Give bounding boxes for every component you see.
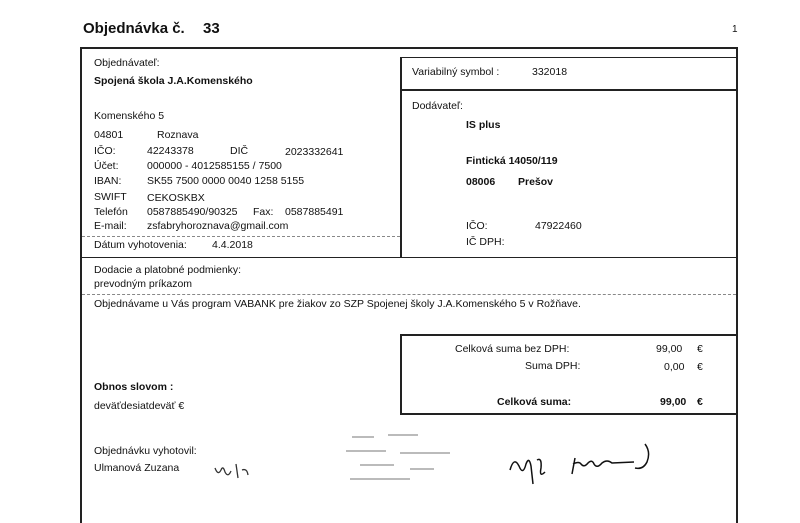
totals-box-bottom (400, 413, 736, 415)
terms-label: Dodacie a platobné podmienky: (94, 264, 242, 276)
vat-value: 0,00 (664, 361, 685, 373)
date-label: Dátum vyhotovenia: (94, 239, 187, 251)
vat-label: Suma DPH: (525, 360, 581, 372)
terms-separator (82, 294, 736, 295)
buyer-telefon-label: Telefón (94, 206, 128, 218)
vs-box-bottom (400, 89, 736, 91)
frame-top (80, 47, 738, 49)
supplier-ico: 47922460 (535, 220, 582, 232)
buyer-email: zsfabryhoroznava@gmail.com (147, 220, 289, 232)
order-text: Objednávame u Vás program VABANK pre žiakov zo SZP Spojenej školy J.A.Komenského 5 v Rožňave. (94, 298, 581, 310)
signature-initials (212, 458, 262, 486)
section-separator (82, 257, 738, 258)
signature (505, 440, 665, 490)
total-without-vat-label: Celková suma bez DPH: (455, 343, 570, 355)
buyer-name: Spojená škola J.A.Komenského (94, 75, 253, 87)
buyer-city: Roznava (157, 129, 199, 141)
supplier-ico-label: IČO: (466, 220, 488, 232)
totals-box-top (400, 334, 736, 336)
vs-box-left (400, 57, 402, 257)
issuer-name: Ulmanová Zuzana (94, 462, 180, 474)
buyer-ucet-label: Účet: (94, 160, 119, 172)
order-number: 33 (203, 20, 220, 37)
currency-1: € (697, 343, 703, 355)
total-value: 99,00 (660, 396, 687, 408)
variable-symbol-label: Variabilný symbol : (412, 66, 500, 78)
buyer-dic-label: DIČ (230, 145, 249, 157)
supplier-name: IS plus (466, 119, 501, 131)
buyer-ico-label: IČO: (94, 145, 116, 157)
buyer-iban-label: IBAN: (94, 175, 122, 187)
frame-right (736, 47, 738, 523)
buyer-fax: 0587885491 (285, 206, 344, 218)
supplier-icdph-label: IČ DPH: (466, 236, 505, 248)
totals-box-left (400, 334, 402, 414)
frame-left (80, 47, 82, 523)
buyer-swift: CEKOSKBX (147, 192, 205, 204)
date-separator (82, 236, 400, 237)
variable-symbol-value: 332018 (532, 66, 568, 78)
buyer-dic: 2023332641 (285, 146, 344, 158)
supplier-label: Dodávateľ: (412, 100, 463, 112)
total-without-vat-value: 99,00 (656, 343, 683, 355)
buyer-ico: 42243378 (147, 145, 194, 157)
words-value: deväťdesiatdeväť € (94, 400, 185, 412)
buyer-zip: 04801 (94, 129, 124, 141)
words-label: Obnos slovom : (94, 381, 174, 393)
buyer-iban: SK55 7500 0000 0040 1258 5155 (147, 175, 305, 187)
currency-3: € (697, 396, 703, 408)
date-value: 4.4.2018 (212, 239, 253, 251)
vs-box-top (400, 57, 736, 58)
buyer-ucet: 000000 - 4012585155 / 7500 (147, 160, 282, 172)
buyer-email-label: E-mail: (94, 220, 127, 232)
terms-value: prevodným príkazom (94, 278, 193, 290)
page-number: 1 (732, 24, 738, 35)
buyer-label: Objednávateľ: (94, 57, 160, 69)
buyer-telefon: 0587885490/90325 (147, 206, 238, 218)
supplier-zip: 08006 (466, 176, 496, 188)
supplier-street: Fintická 14050/119 (466, 155, 558, 167)
supplier-city: Prešov (518, 176, 554, 188)
buyer-fax-label: Fax: (253, 206, 274, 218)
stamp-remnant (340, 430, 470, 490)
buyer-swift-label: SWIFT (94, 191, 127, 203)
total-label: Celková suma: (497, 396, 572, 408)
issuer-label: Objednávku vyhotovil: (94, 445, 197, 457)
page-title: Objednávka č. (83, 20, 185, 37)
buyer-street: Komenského 5 (94, 110, 165, 122)
currency-2: € (697, 361, 703, 373)
